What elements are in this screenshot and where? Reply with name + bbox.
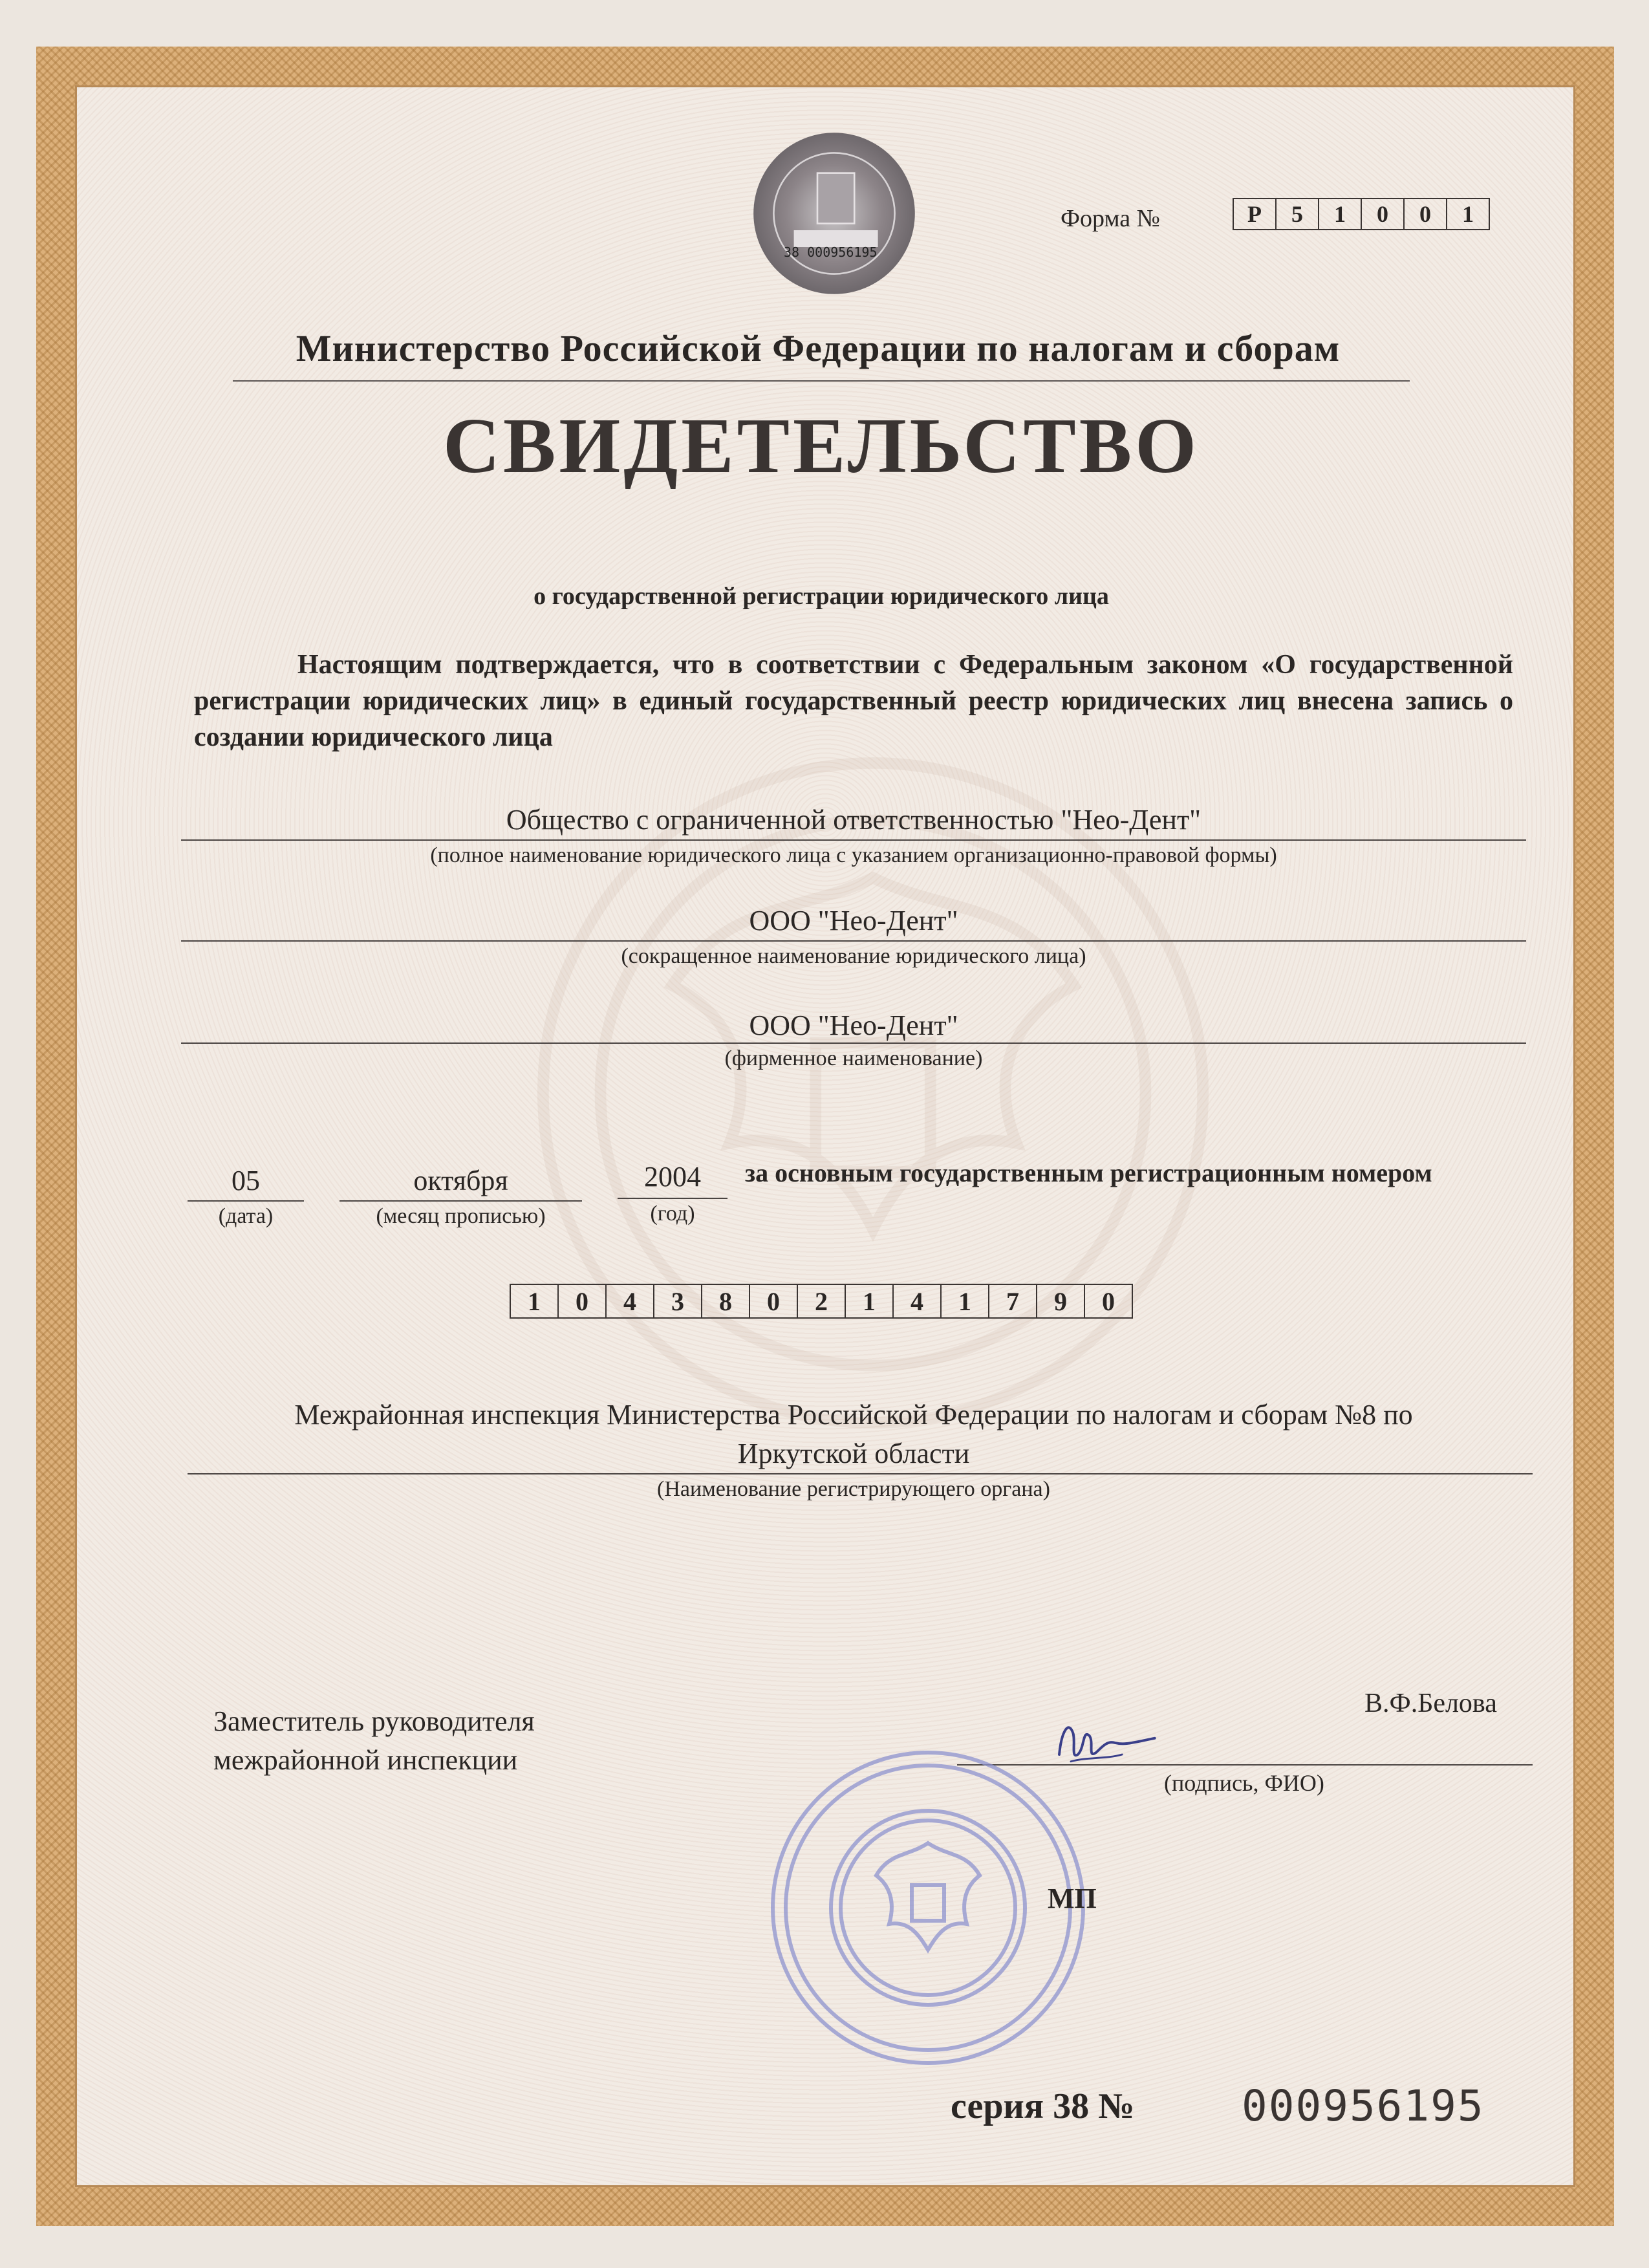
date-day: 05 <box>232 1165 260 1196</box>
brand-name-value: ООО "Нео-Дент" <box>749 1010 958 1041</box>
date-day-line <box>188 1200 304 1202</box>
ogrn-digit: 4 <box>605 1284 654 1319</box>
ministry-name: Министерство Российской Федерации по налогам и сборам <box>296 327 1341 369</box>
series-label: серия 38 № <box>951 2086 1135 2126</box>
date-year-caption: (год) <box>650 1202 695 1226</box>
ogrn-digit: 3 <box>653 1284 702 1319</box>
ogrn-digit: 0 <box>1084 1284 1133 1319</box>
date-year-line <box>618 1198 727 1199</box>
confirmation-paragraph: Настоящим подтверждается, что в соответствии с Федеральным законом «О государственной регистрации юридических лиц» в единый государственный реестр юридических лиц внесена запись о создании юридического лица <box>194 650 1513 752</box>
form-code-digit: 1 <box>1318 198 1362 230</box>
form-code-digit: 5 <box>1275 198 1319 230</box>
form-code-digit: Р <box>1233 198 1277 230</box>
ogrn-boxes <box>511 1284 1133 1319</box>
ogrn-digit: 8 <box>701 1284 750 1319</box>
form-code-boxes <box>1234 198 1490 230</box>
signatory-name: В.Ф.Белова <box>1364 1689 1497 1718</box>
authority-caption: (Наименование регистрирующего органа) <box>657 1477 1050 1501</box>
ogrn-digit: 1 <box>510 1284 559 1319</box>
stamp-place-label: МП <box>1048 1883 1097 1914</box>
short-name-line <box>181 940 1526 942</box>
form-code-digit: 0 <box>1361 198 1405 230</box>
ogrn-digit: 7 <box>988 1284 1037 1319</box>
authority-line1: Межрайонная инспекция Министерства Российской Федерации по налогам и сборам №8 по <box>294 1399 1413 1431</box>
form-code-digit: 1 <box>1446 198 1490 230</box>
ogrn-digit: 1 <box>940 1284 989 1319</box>
brand-name-line <box>181 1042 1526 1044</box>
official-stamp-icon <box>766 1746 1090 2069</box>
ogrn-digit: 9 <box>1036 1284 1085 1319</box>
signatory-role-line1: Заместитель руководителя <box>213 1705 535 1737</box>
date-month-caption: (месяц прописью) <box>376 1204 546 1228</box>
short-name-caption: (сокращенное наименование юридического лица) <box>621 944 1086 968</box>
full-name-value: Общество с ограниченной ответственностью "Нео-Дент" <box>506 804 1202 836</box>
document-title: СВИДЕТЕЛЬСТВО <box>442 402 1200 490</box>
handwritten-signature-icon <box>1048 1707 1164 1778</box>
short-name-value: ООО "Нео-Дент" <box>749 905 958 936</box>
date-day-caption: (дата) <box>218 1204 274 1228</box>
ogrn-digit: 1 <box>845 1284 894 1319</box>
ogrn-digit: 2 <box>797 1284 846 1319</box>
brand-name-caption: (фирменное наименование) <box>724 1046 983 1070</box>
date-month-line <box>339 1200 582 1202</box>
document-subtitle: о государственной регистрации юридического лица <box>534 583 1109 610</box>
full-name-caption: (полное наименование юридического лица с указанием организационно-правовой формы) <box>430 843 1277 867</box>
ministry-underline <box>233 380 1410 382</box>
hologram-seal-icon <box>750 129 918 297</box>
ogrn-digit: 4 <box>892 1284 942 1319</box>
registration-number-label: за основным государственным регистрационным номером <box>745 1158 1432 1187</box>
hologram-serial: 38 000956195 <box>784 244 878 260</box>
full-name-line <box>181 839 1526 841</box>
form-number-label: Форма № <box>1061 205 1160 232</box>
authority-line <box>188 1473 1533 1474</box>
series-number: 000956195 <box>1242 2081 1485 2131</box>
date-month: октября <box>413 1165 508 1196</box>
ogrn-digit: 0 <box>749 1284 798 1319</box>
form-code-digit: 0 <box>1403 198 1447 230</box>
ogrn-digit: 0 <box>557 1284 607 1319</box>
date-year: 2004 <box>644 1161 701 1193</box>
signatory-role-line2: межрайонной инспекции <box>213 1744 518 1776</box>
authority-line2: Иркутской области <box>737 1438 970 1469</box>
signatory-role <box>213 1702 535 1780</box>
signature-caption: (подпись, ФИО) <box>1164 1770 1324 1796</box>
